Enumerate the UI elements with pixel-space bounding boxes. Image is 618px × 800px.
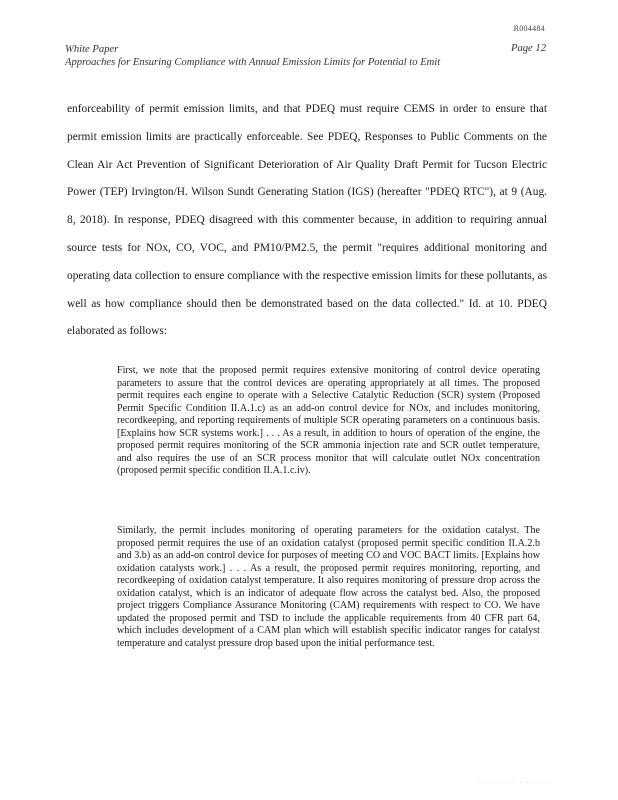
bates-number: R004484 (513, 24, 545, 33)
block-quote-1 (117, 365, 540, 478)
header-subtitle: Approaches for Ensuring Compliance with Annual Emission Limits for Potential to Emit (65, 57, 441, 68)
scan-marks: . . . . . . . . . . . (478, 779, 552, 785)
quote-paragraph-2: Similarly, the permit includes monitoring of operating parameters for the oxidation catalyst. The proposed permit requires the use of an oxidation catalyst (proposed permit specific condition II.A.2.b and 3.b) as an add-on control device for purposes of meeting CO and VOC BACT limits. [Explains how oxidation catalysts work.] . . . As a result, the proposed permit requires monitoring, reporting, and recordkeeping of oxidation catalyst temperature. It also requires monitoring of pressure drop across the oxidation catalyst, which is an indicator of adequate flow across the catalyst bed. Also, the proposed project triggers Compliance Assurance Monitoring (CAM) requirements with respect to CO. We have updated the proposed permit and TSD to include the applicable requirements from 40 CFR part 64, which includes development of a CAM plan which will establish specific indicator ranges for catalyst temperature and catalyst pressure drop based upon the initial performance test. (117, 525, 540, 649)
quote-paragraph-1: First, we note that the proposed permit requires extensive monitoring of control device operating parameters to assure that the control devices are operating appropriately at all times. The proposed permit requires each engine to operate with a Selective Catalytic Reduction (SCR) system (Proposed Permit Specific Condition II.A.1.c) as an add-on control device for NOx, and includes monitoring, recordkeeping, and reporting requirements of multiple SCR operating parameters on a continuous basis. [Explains how SCR systems work.] . . . As a result, in addition to hours of operation of the engine, the proposed permit requires monitoring of the SCR ammonia injection rate and SCR outlet temperature, and also requires the use of an SCR process monitor that will calculate outlet NOx concentration (proposed permit specific condition II.A.1.c.iv). (117, 365, 540, 476)
document-header (65, 43, 505, 69)
body-text (67, 96, 547, 346)
page-number: Page 12 (510, 43, 546, 54)
block-quote-2 (117, 525, 540, 650)
header-title: White Paper (65, 44, 119, 55)
body-paragraph: enforceability of permit emission limits, and that PDEQ must require CEMS in order to ensure that permit emission limits are practically enforceable. See PDEQ, Responses to Public Comments on the Clean Air Act Prevention of Significant Deterioration of Air Quality Draft Permit for Tucson Electric Power (TEP) Irvington/H. Wilson Sundt Generating Station (IGS) (hereafter "PDEQ RTC"), at 9 (Aug. 8, 2018). In response, PDEQ disagreed with this commenter because, in addition to requiring annual source tests for NOx, CO, VOC, and PM10/PM2.5, the permit "requires additional monitoring and operating data collection to ensure compliance with the respective emission limits for these pollutants, as well as how compliance should then be demonstrated based on the data collected." Id. at 10. PDEQ elaborated as follows: (67, 103, 547, 338)
